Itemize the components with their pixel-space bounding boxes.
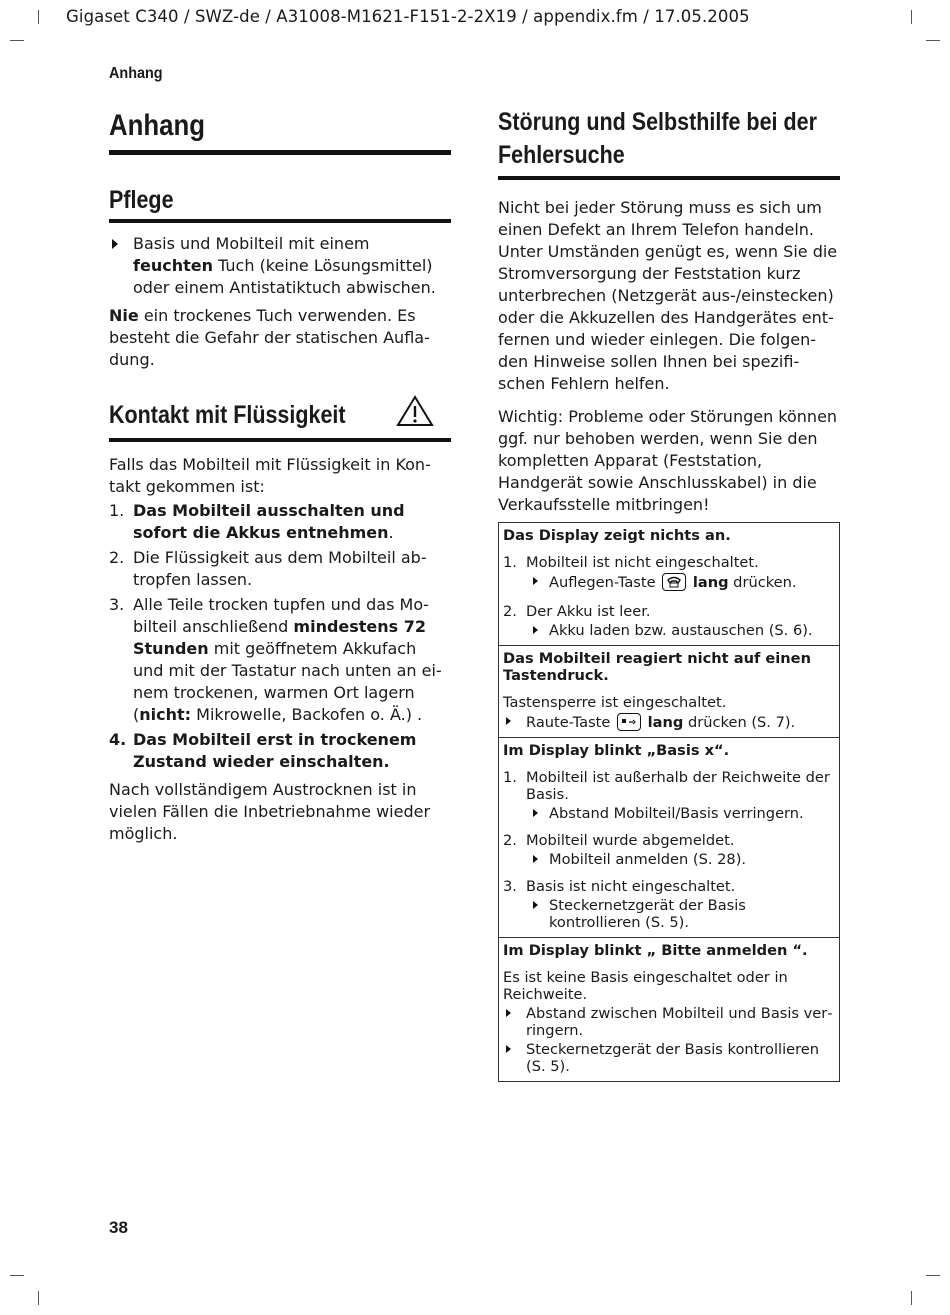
list-item: 1. Das Mobilteil ausschalten und sofort die Akkus entnehmen. [109,501,405,542]
troubleshooting-table [498,522,840,1082]
list-item: Abstand zwischen Mobilteil und Basis verringern. [503,1005,835,1039]
list-item: 4. Das Mobilteil erst in trockenem Zustand wieder einschalten. [109,730,417,771]
chapter-title: Anhang [109,106,451,155]
document-header: Gigaset C340 / SWZ-de / A31008-M1621-F151-2-2X19 / appendix.fm / 17.05.2005 [66,7,750,26]
list-item: 1. Mobilteil ist nicht eingeschaltet. Auflegen-Taste lang drücken. [503,554,835,591]
table-section [499,523,839,646]
crop-mark [38,1291,39,1305]
paragraph: Wichtig: Probleme oder Störungen können ggf. nur behoben werden, wenn Sie den kompletten Apparat (Feststation, Handgerät sowie Anschlusskabel) in die Verkaufsstelle mitbringen! [498,407,838,514]
running-head: Anhang [109,65,163,82]
table-section [499,646,839,738]
list-item: Steckernetzgerät der Basis kontrollieren (S. 5). [526,897,835,931]
page-number: 38 [109,1218,128,1237]
crop-mark [38,10,39,24]
list-item: Mobilteil anmelden (S. 28). [526,851,835,868]
crop-mark [911,1291,912,1305]
table-section [499,738,839,938]
hash-key-icon [617,713,641,731]
right-column [498,106,840,1082]
crop-mark [926,40,940,41]
list-item: Basis und Mobilteil mit einem feuchten Tuch (keine Lösungsmittel) oder einem Antistatiktuch abwischen. [109,233,451,299]
list-item: Akku laden bzw. austauschen (S. 6). [526,622,835,639]
hang-up-key-icon [662,573,686,591]
crop-mark [10,1275,24,1276]
paragraph: Nicht bei jeder Störung muss es sich um einen Defekt an Ihrem Telefon handeln. Unter Umständen genügt es, wenn Sie die Stromversorgung der Feststation kurz unterbrechen (Netzgerät aus-/einstecken) oder die Akkuzellen des Handgerätes entfernen und wieder einlegen. Die folgenden Hinweise sollen Ihnen bei spezifischen Fehlern helfen. [498,198,838,393]
paragraph: Falls das Mobilteil mit Flüssigkeit in Kontakt gekommen ist: [109,455,431,496]
heading-stoerung: Störung und Selbsthilfe bei der Fehlersuche [498,106,840,180]
list-item: 1. Mobilteil ist außerhalb der Reichweite der Basis. Abstand Mobilteil/Basis verringern. [503,769,835,822]
list-item: Raute-Taste lang drücken (S. 7). [503,713,835,731]
list-item: Steckernetzgerät der Basis kontrollieren (S. 5). [503,1041,835,1075]
crop-mark [10,40,24,41]
crop-mark [911,10,912,24]
warning-triangle-icon [396,395,434,434]
left-column [109,106,451,845]
crop-mark [926,1275,940,1276]
heading-kontakt: Kontakt mit Flüssigkeit [109,395,451,442]
section-title: Das Display zeigt nichts an. [503,527,731,544]
list-item: 3. Basis ist nicht eingeschaltet. Steckernetzgerät der Basis kontrollieren (S. 5). [503,878,835,931]
list-item: Abstand Mobilteil/Basis verringern. [526,805,835,822]
section-title: Das Mobilteil reagiert nicht auf einen Tastendruck. [503,650,811,684]
heading-pflege: Pflege [109,185,451,223]
list-item: 3. Alle Teile trocken tupfen und das Mobilteil anschließend mindestens 72 Stunden mit geöffnetem Akkufach und mit der Tastatur nach unten an einem trockenen, warmen Ort lagern (nicht: Mikrowelle, Backofen o. Ä.) . [109,595,442,724]
section-title: Im Display blinkt „Basis x“. [503,742,730,759]
paragraph: Nach vollständigem Austrocknen ist in vielen Fällen die Inbetriebnahme wieder möglich. [109,780,431,843]
list-item: 2. Die Flüssigkeit aus dem Mobilteil abtropfen lassen. [109,548,427,589]
paragraph: Nie ein trockenes Tuch verwenden. Es besteht die Gefahr der statischen Aufladung. [109,306,430,369]
list-item: 2. Mobilteil wurde abgemeldet. Mobilteil anmelden (S. 28). [503,832,835,868]
paragraph: Es ist keine Basis eingeschaltet oder in Reichweite. [503,969,788,1003]
list-item: 2. Der Akku ist leer. Akku laden bzw. austauschen (S. 6). [503,603,835,639]
section-title: Im Display blinkt „ Bitte anmelden “. [503,942,808,959]
paragraph: Tastensperre ist eingeschaltet. [503,694,727,711]
list-item: Auflegen-Taste lang drücken. [526,573,835,591]
table-section [499,938,839,1081]
